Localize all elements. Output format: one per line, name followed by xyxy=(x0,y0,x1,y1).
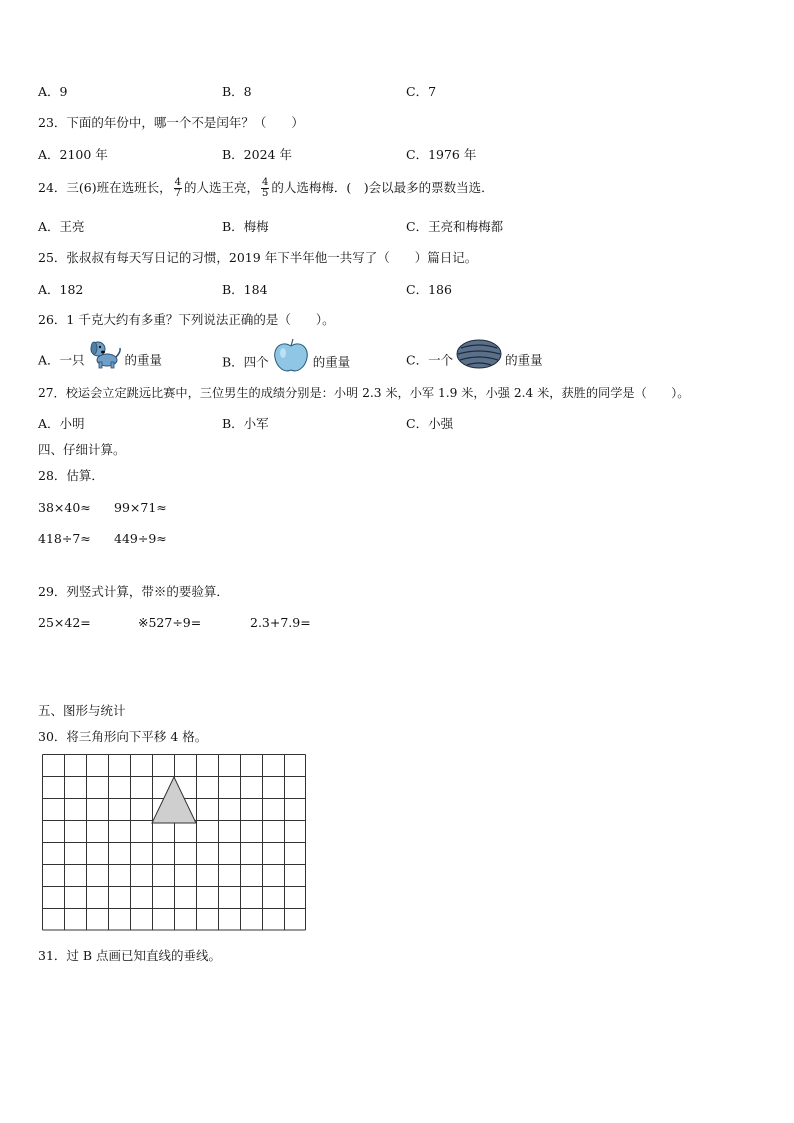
q25-option-c: C．186 xyxy=(406,282,452,297)
translation-grid xyxy=(42,754,306,936)
q28-item-4: 449÷9≈ xyxy=(114,531,167,546)
q28-item-1: 38×40≈ xyxy=(38,500,91,515)
q24-fraction-2 xyxy=(261,178,269,199)
q23-option-b: B．2024 年 xyxy=(222,147,292,162)
q27-option-a: A．小明 xyxy=(38,416,85,431)
grid-svg xyxy=(42,754,306,936)
q26-option-c xyxy=(406,338,543,384)
q31-stem: 31．过 B 点画已知直线的垂线。 xyxy=(38,948,222,963)
q29-item-2: ※527÷9= xyxy=(138,615,202,630)
q27-stem: 27．校运会立定跳远比赛中，三位男生的成绩分别是：小明 2.3 米，小军 1.9 米，小强 2.4 米，获胜的同学是（ ）。 xyxy=(38,386,690,400)
q24-frac1-den: 7 xyxy=(174,188,181,199)
q30-stem: 30．将三角形向下平移 4 格。 xyxy=(38,729,208,744)
dog-icon xyxy=(87,338,123,384)
q26-option-c-post: 的重量 xyxy=(505,352,543,368)
q26-option-a xyxy=(38,338,162,384)
q24-stem xyxy=(38,176,494,200)
q26-stem: 26．1 千克大约有多重？下列说法正确的是（ ）。 xyxy=(38,312,335,327)
q24-option-c: C．王亮和梅梅都 xyxy=(406,219,504,234)
q24-option-a: A．王亮 xyxy=(38,219,85,234)
q25-option-a: A．182 xyxy=(38,282,84,297)
q26-option-a-post: 的重量 xyxy=(124,352,163,368)
q27-option-c: C．小强 xyxy=(406,416,454,431)
q24-option-b: B．梅梅 xyxy=(222,219,269,234)
section-5-heading: 五、图形与统计 xyxy=(38,703,126,718)
q24-fraction-1 xyxy=(174,178,182,199)
q29-item-1: 25×42= xyxy=(38,615,91,630)
q26-option-c-pre: C．一个 xyxy=(406,352,454,368)
q26-option-b xyxy=(222,338,350,388)
q22-option-b: B．8 xyxy=(222,84,252,99)
q24-mid: 的人选王亮， xyxy=(184,180,260,195)
q27-option-b: B．小军 xyxy=(222,416,269,431)
q29-stem: 29．列竖式计算，带※的要验算． xyxy=(38,584,229,599)
watermelon-icon xyxy=(455,338,503,384)
q24-frac2-den: 5 xyxy=(262,188,269,199)
q29-item-3: 2.3+7.9= xyxy=(250,615,311,630)
q24-prefix: 24．三(6)班在选班长， xyxy=(38,180,172,195)
q26-option-a-pre: A．一只 xyxy=(38,352,85,368)
q28-item-3: 418÷7≈ xyxy=(38,531,91,546)
q25-option-b: B．184 xyxy=(222,282,268,297)
triangle-shape xyxy=(152,777,196,823)
q23-option-c: C．1976 年 xyxy=(406,147,477,162)
q28-item-2: 99×71≈ xyxy=(114,500,167,515)
q23-option-a: A．2100 年 xyxy=(38,147,108,162)
q24-frac1-num: 4 xyxy=(174,177,181,188)
q26-option-b-pre: B．四个 xyxy=(222,354,269,370)
section-4-heading: 四、仔细计算。 xyxy=(38,442,126,457)
q24-frac2-num: 4 xyxy=(262,177,269,188)
q28-stem: 28．估算． xyxy=(38,468,104,483)
q22-option-a: A．9 xyxy=(38,84,68,99)
q25-stem: 25．张叔叔有每天写日记的习惯，2019 年下半年他一共写了（ ）篇日记。 xyxy=(38,250,478,265)
q26-option-b-post: 的重量 xyxy=(312,354,351,370)
apple-icon xyxy=(271,338,311,388)
q22-option-c: C．7 xyxy=(406,84,437,99)
q23-stem: 23．下面的年份中，哪一个不是闰年？（ ） xyxy=(38,115,304,130)
q24-suffix: 的人选梅梅．( )会以最多的票数当选． xyxy=(271,180,494,195)
